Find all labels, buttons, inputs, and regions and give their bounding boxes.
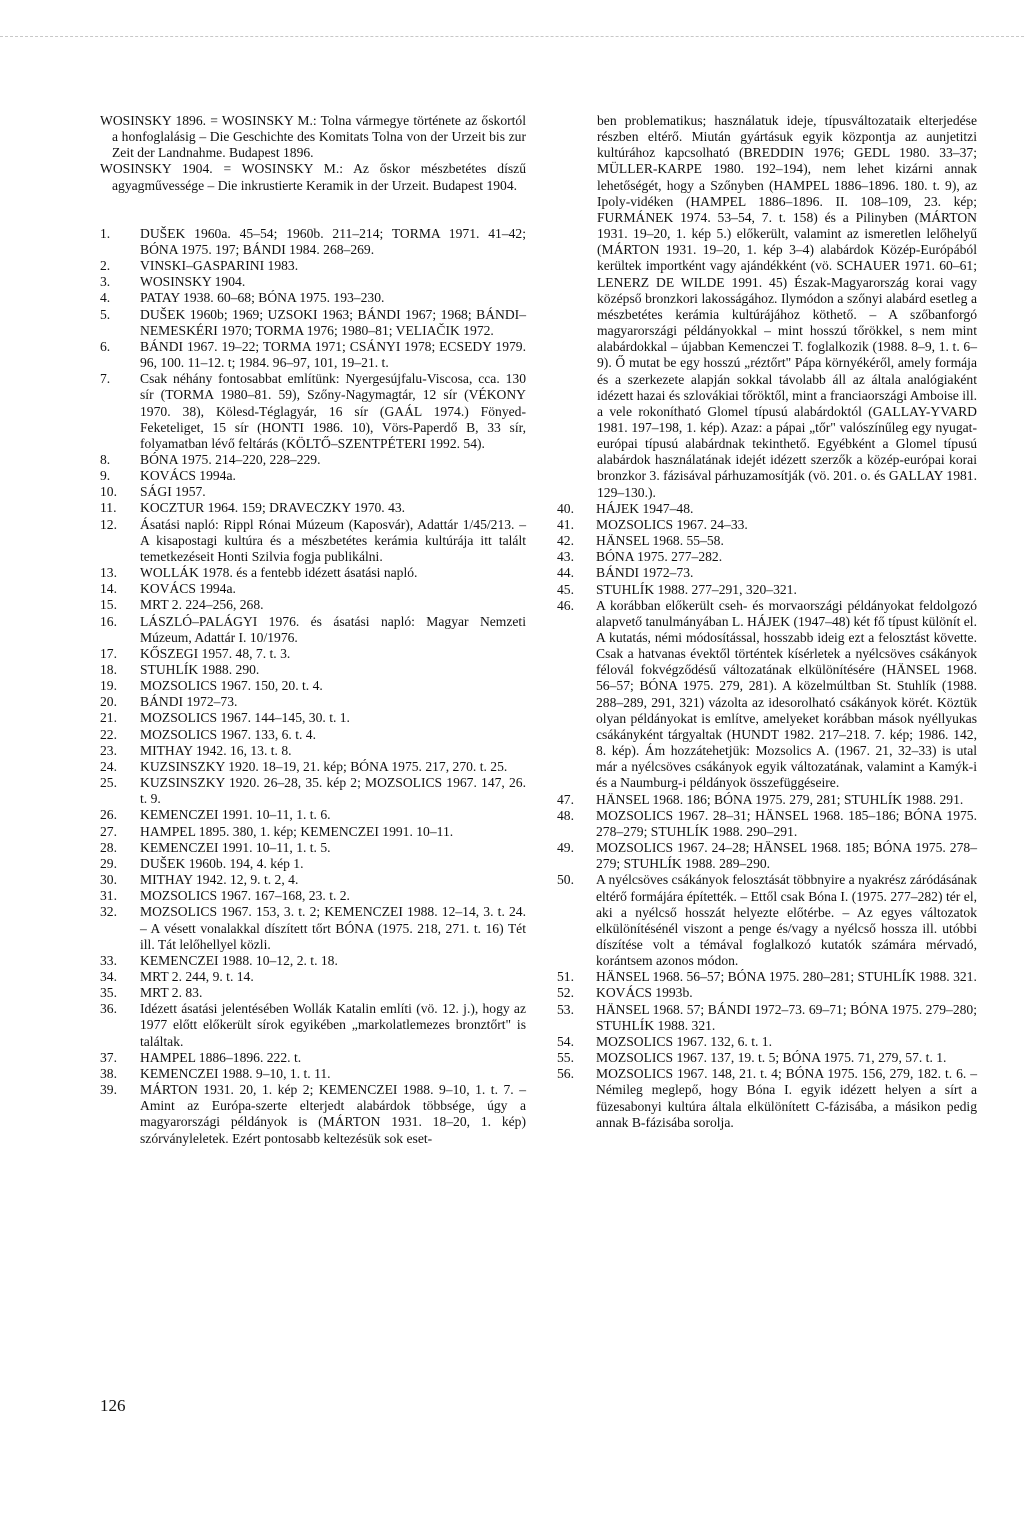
footnote-text: MOZSOLICS 1967. 28–31; HÄNSEL 1968. 185–186; BÓNA 1975. 278–279; STUHLÍK 1988. 290–291. xyxy=(596,807,977,839)
footnote-text: STUHLÍK 1988. 277–291, 320–321. xyxy=(596,581,797,597)
footnote xyxy=(100,743,526,759)
footnote-text: BÁNDI 1972–73. xyxy=(140,694,238,710)
footnote-number: 26. xyxy=(100,807,117,823)
footnote xyxy=(100,226,526,258)
footnote xyxy=(557,985,977,1001)
bibliography-entry: WOSINSKY 1904. = WOSINSKY M.: Az őskor mészbetétes díszű agyagművessége – Die inkrustierte Keramik in der Urzeit. Budapest 1904. xyxy=(100,161,526,193)
footnote xyxy=(100,371,526,452)
footnote-number: 24. xyxy=(100,758,117,774)
footnote-number: 12. xyxy=(100,516,117,532)
footnote-text: A nyélcsöves csákányok felosztását többnyire a nyakrész záródásának eltérő formájára építették. – Ettől csak Bóna I. (1975. 277–282) tér el, aki a nyélcső hosszát helyezte előtérbe. – Az egyes változatok elkülönítésénél viszont a penge és/vagy a nyélcső hossza ill. utóbbi díszítése volt a témával foglalkozó kutatók számára mérvadó, korántsem azonos módon. xyxy=(596,872,977,969)
footnote-text: MOZSOLICS 1967. 150, 20. t. 4. xyxy=(140,678,323,694)
footnote-number: 20. xyxy=(100,694,117,710)
footnote-number: 54. xyxy=(557,1033,574,1049)
footnote-text: MRT 2. 83. xyxy=(140,985,203,1001)
footnote-number: 47. xyxy=(557,791,574,807)
footnote-text: MOZSOLICS 1967. 132, 6. t. 1. xyxy=(596,1033,772,1049)
footnote-number: 17. xyxy=(100,645,117,661)
footnote-text: KEMENCZEI 1988. 10–12, 2. t. 18. xyxy=(140,952,338,968)
footnote xyxy=(557,565,977,581)
footnote xyxy=(100,468,526,484)
footnote xyxy=(100,1082,526,1147)
bibliography xyxy=(100,113,526,194)
footnote-number: 22. xyxy=(100,726,117,742)
footnote-number: 7. xyxy=(100,371,111,387)
footnote-text: MRT 2. 224–256, 268. xyxy=(140,597,264,613)
footnote xyxy=(557,501,977,517)
footnote-number: 46. xyxy=(557,597,574,613)
footnote xyxy=(100,824,526,840)
footnote-number: 9. xyxy=(100,468,111,484)
footnote xyxy=(100,888,526,904)
footnote-text: HÄNSEL 1968. 57; BÁNDI 1972–73. 69–71; BÓNA 1975. 279–280; STUHLÍK 1988. 321. xyxy=(596,1001,977,1033)
footnote-list-left xyxy=(100,226,526,1147)
footnote xyxy=(557,533,977,549)
footnote-number: 4. xyxy=(100,290,111,306)
page-number: 126 xyxy=(100,1396,126,1415)
footnote-number: 32. xyxy=(100,904,117,920)
footnote-number: 55. xyxy=(557,1050,574,1066)
footnote-text: WOSINSKY 1904. xyxy=(140,274,246,290)
footnote xyxy=(100,258,526,274)
footnote xyxy=(100,969,526,985)
footnote xyxy=(100,1050,526,1066)
footnote xyxy=(557,1066,977,1131)
footnote-number: 1. xyxy=(100,225,111,241)
footnote xyxy=(100,581,526,597)
footnote-text: KEMENCZEI 1991. 10–11, 1. t. 5. xyxy=(140,839,331,855)
footnote xyxy=(100,856,526,872)
footnote-number: 10. xyxy=(100,484,117,500)
footnote-number: 8. xyxy=(100,451,111,467)
footnote-text: KOVÁCS 1993b. xyxy=(596,985,693,1001)
footnote xyxy=(100,614,526,646)
footnote-text: MRT 2. 244, 9. t. 14. xyxy=(140,968,254,984)
footnote-number: 44. xyxy=(557,565,574,581)
footnote-text: KOVÁCS 1994a. xyxy=(140,468,236,484)
left-column xyxy=(100,113,526,1147)
footnote xyxy=(557,598,977,792)
footnote-number: 45. xyxy=(557,581,574,597)
footnote xyxy=(100,710,526,726)
footnote-number: 37. xyxy=(100,1049,117,1065)
footnote-number: 43. xyxy=(557,549,574,565)
footnote xyxy=(100,290,526,306)
footnote-number: 48. xyxy=(557,807,574,823)
footnote-list-right xyxy=(557,501,977,1131)
footnote xyxy=(100,662,526,678)
footnote-text: DUŠEK 1960b; 1969; UZSOKI 1963; BÁNDI 1967; 1968; BÁNDI–NEMESKÉRI 1970; TORMA 1976; 1980–81; VELIAČIK 1972. xyxy=(140,306,526,338)
footnote xyxy=(100,775,526,807)
footnote-text: PATAY 1938. 60–68; BÓNA 1975. 193–230. xyxy=(140,290,385,306)
footnote-text: BÁNDI 1972–73. xyxy=(596,565,694,581)
footnote xyxy=(100,694,526,710)
footnote-text: MÁRTON 1931. 20, 1. kép 2; KEMENCZEI 1988. 9–10, 1. t. 7. – Amint az Európa-szerte elterjedt alabárdok többsége, úgy a magyarországi példányok is (MÁRTON 1931. 18–20, 1. kép) szórványleletek. Ezért pontosabb keltezésük sok eset- xyxy=(140,1082,526,1146)
footnote-text: DUŠEK 1960b. 194, 4. kép 1. xyxy=(140,855,304,871)
bibliography-entry: WOSINSKY 1896. = WOSINSKY M.: Tolna vármegye története az őskortól a honfoglalásig – Die Geschichte des Komitats Tolna von der Urzeit bis zur Zeit der Landnahme. Budapest 1896. xyxy=(100,113,526,161)
footnote xyxy=(100,500,526,516)
footnote-text: MOZSOLICS 1967. 144–145, 30. t. 1. xyxy=(140,710,350,726)
footnote-number: 51. xyxy=(557,969,574,985)
footnote xyxy=(100,807,526,823)
footnote-number: 28. xyxy=(100,839,117,855)
footnote-text: KUZSINSZKY 1920. 18–19, 21. kép; BÓNA 1975. 217, 270. t. 25. xyxy=(140,758,508,774)
footnote xyxy=(557,582,977,598)
footnote xyxy=(557,1050,977,1066)
footnote-number: 18. xyxy=(100,662,117,677)
footnote-text: A korábban előkerült cseh- és morvaországi példányokat feldolgozó alapvető tanulmányában L. HÁJEK (1947–48) két fő típust különít el. A kutatás, némi módosítással, hosszabb ideig ezt a felosztást követte. Csak a hatvanas évektől történtek kísérletek a nyélcsöves csákányok félovál fokvégződésű változatának elkülönítésére (HÄNSEL 1968. 56–57; BÓNA 1975. 279, 281). A közelmúltban St. Stuhlík (1988. 288–289, 291, 321) vázolta az idesorolható csákányok körét. Köztük olyan példányokat is említve, amelyeket korábban mások nyéllyukas csákányként tárgyaltak (HUNDT 1982. 217–218. 7. kép; 1986. 142, 8. kép). Ám hozzátehetjük: Mozsolics A. (1967. 21, 32–33) is utal már a nyélcsöves csákányok egyik változatának, valamint a Kamýk-i és a Naumburg-i példányok összefüggéseire. xyxy=(596,597,977,791)
footnote-number: 41. xyxy=(557,516,574,532)
footnote-text: MOZSOLICS 1967. 24–33. xyxy=(596,516,748,532)
footnote xyxy=(100,727,526,743)
footnote-text: KEMENCZEI 1991. 10–11, 1. t. 6. xyxy=(140,807,331,823)
footnote-number: 53. xyxy=(557,1001,574,1017)
footnote-text: STUHLÍK 1988. 290. xyxy=(140,662,260,677)
footnote-number: 34. xyxy=(100,968,117,984)
footnote-text: BÁNDI 1967. 19–22; TORMA 1971; CSÁNYI 1978; ECSEDY 1979. 96, 100. 11–12. t; 1984. 96–97, 101, 19–21. t. xyxy=(140,338,526,371)
footnote xyxy=(100,904,526,952)
footnote xyxy=(557,1002,977,1034)
footnote-text: Ásatási napló: Rippl Rónai Múzeum (Kaposvár), Adattár 1/45/213. – A kisapostagi kultúra és a mészbetétes kerámia kultúrája itt talált temetkezéseit Honti Szilvia fogja publikálni. xyxy=(140,516,526,564)
footnote-text: HÄNSEL 1968. 55–58. xyxy=(596,533,724,549)
footnote-number: 19. xyxy=(100,678,117,694)
footnote xyxy=(100,646,526,662)
footnote xyxy=(557,792,977,808)
footnote-text: BÓNA 1975. 277–282. xyxy=(596,549,723,565)
footnote-number: 14. xyxy=(100,581,117,597)
footnote xyxy=(100,1001,526,1049)
footnote-number: 52. xyxy=(557,985,574,1001)
footnote-number: 11. xyxy=(100,500,117,516)
footnote xyxy=(100,484,526,500)
footnote-text: KOCZTUR 1964. 159; DRAVECZKY 1970. 43. xyxy=(140,500,406,516)
footnote-number: 13. xyxy=(100,565,117,581)
footnote-text: MITHAY 1942. 16, 13. t. 8. xyxy=(140,742,292,758)
footnote-number: 30. xyxy=(100,872,117,888)
footnote-number: 27. xyxy=(100,823,117,839)
footnote-number: 25. xyxy=(100,775,117,791)
footnote-text: LÁSZLÓ–PALÁGYI 1976. és ásatási napló: Magyar Nemzeti Múzeum, Adattár I. 10/1976. xyxy=(140,613,526,645)
footnote-text: MOZSOLICS 1967. 153, 3. t. 2; KEMENCZEI 1988. 12–14, 3. t. 24. – A vésett vonalakkal díszített tőrt BÓNA (1975. 218, 271. t. 16) Tét ill. Tát lelőhellyel közli. xyxy=(140,904,526,952)
footnote-number: 21. xyxy=(100,710,117,726)
footnote-text: MOZSOLICS 1967. 167–168, 23. t. 2. xyxy=(140,888,350,904)
footnote-39-continuation: ben problematikus; használatuk ideje, típusváltozataik elterjedése részben eltérő. Miután gyártásuk egyik központja az aunjetitzi kultúrához kapcsolható (BREDDIN 1976; GEDL 1980. 33–37; MÜLLER-KARPE 1980. 192–194), nem lehet kizárni annak lehetőségét, hogy a Szőnyben (HAMPEL 1886–1896. 180. t. 9), az Ipoly-vidéken (HAMPEL 1886–1896. II. 108–109, 23. kép; FURMÁNEK 1974. 53–54, 7. t. 158) és a Pilinyben (MÁRTON 1931. 19–20, 1. kép 5.) előkerült, valamint az ismeretlen lelőhelyű (MÁRTON 1931. 19–20, 1. kép 3–4) alabárdok Közép-Európából kerültek importként vagy ajándékként (vö. SCHAUER 1971. 60–61; LENERZ DE WILDE 1991. 45) Észak-Magyarország korai vagy középső bronzkori lakosságához. Ilymódon a szőnyi alabárd esetleg a mészbetétes kerámia kultúrájához köthető. – A szőbanforgó magyarországi példányokkal – mint hosszú tőrökkel, s nem mint alabárdokkal – újabban Kemenczei T. foglalkozik (1988. 8–9, 1. t. 6–9). Ő mutat be egy hosszú „réztőrt" Pápa környékéről, amely formája és a szerkezete alapján sokkal távolabb áll az általa analógiaként idézett hazai és szlovákiai tőröktől, mint a franciaországi Amboise ill. a vele rokonítható Glomel típusú alabárdoktól (GALLAY-YVARD 1981. 197–198, 1. kép). Azaz: a pápai „tőr" valószínűleg egy nyugat-európai típusú alabárdnak tekinthető. Egyébként a Glomel típusú alabárdok használatának idejét idézett szerzők a közép-európai korai bronzkor 3. fázisával párhuzamosítják (vö. 201. o. és GALLAY 1981. 129–130.). xyxy=(597,113,977,500)
footnote-number: 23. xyxy=(100,742,117,758)
footnote-text: KUZSINSZKY 1920. 26–28, 35. kép 2; MOZSOLICS 1967. 147, 26. t. 9. xyxy=(140,775,526,807)
footnote xyxy=(557,1034,977,1050)
footnote xyxy=(100,565,526,581)
footnote xyxy=(557,549,977,565)
footnote-number: 3. xyxy=(100,274,111,290)
footnote xyxy=(100,1066,526,1082)
footnote-number: 5. xyxy=(100,306,111,322)
footnote xyxy=(100,452,526,468)
footnote xyxy=(100,985,526,1001)
footnote-text: Csak néhány fontosabbat említünk: Nyergesújfalu-Viscosa, cca. 130 sír (TORMA 1980–81. 59), Szőny-Nagymagtár, 12 sír (VÉKONY 1970. 38), Kölesd-Téglagyár, 16 sír (GAÁL 1974.) Fönyed-Feketeliget, 15 sír (HONTI 1986. 10), Vörs-Paperdő B, 33 sír, folyamatban lévő feltárás (KÖLTŐ–SZENTPÉTERI 1992. 54). xyxy=(140,371,526,451)
footnote-text: KŐSZEGI 1957. 48, 7. t. 3. xyxy=(140,645,291,661)
footnote-text: MOZSOLICS 1967. 133, 6. t. 4. xyxy=(140,726,316,742)
footnote-text: HÁJEK 1947–48. xyxy=(596,500,694,516)
footnote-number: 36. xyxy=(100,1001,117,1017)
footnote xyxy=(100,339,526,371)
footnote xyxy=(100,274,526,290)
footnote-text: MITHAY 1942. 12, 9. t. 2, 4. xyxy=(140,872,299,888)
footnote xyxy=(100,872,526,888)
footnote xyxy=(100,759,526,775)
footnote xyxy=(100,678,526,694)
footnote xyxy=(100,953,526,969)
footnote-number: 42. xyxy=(557,533,574,549)
footnote-text: SÁGI 1957. xyxy=(140,484,206,500)
footnote-text: WOLLÁK 1978. és a fentebb idézett ásatási napló. xyxy=(140,565,418,581)
footnote-text: HÄNSEL 1968. 56–57; BÓNA 1975. 280–281; STUHLÍK 1988. 321. xyxy=(596,969,977,985)
footnote-number: 15. xyxy=(100,597,117,613)
footnote-text: MOZSOLICS 1967. 137, 19. t. 5; BÓNA 1975. 71, 279, 57. t. 1. xyxy=(596,1050,947,1066)
footnote xyxy=(100,840,526,856)
footnote-number: 2. xyxy=(100,258,111,274)
scan-artifact-line xyxy=(0,36,1024,37)
footnote-number: 16. xyxy=(100,613,117,629)
footnote-text: HAMPEL 1895. 380, 1. kép; KEMENCZEI 1991. 10–11. xyxy=(140,823,454,839)
footnote-text: VINSKI–GASPARINI 1983. xyxy=(140,258,299,274)
footnote-number: 49. xyxy=(557,840,574,856)
footnote-text: KEMENCZEI 1988. 9–10, 1. t. 11. xyxy=(140,1065,331,1081)
footnote-text: MOZSOLICS 1967. 24–28; HÄNSEL 1968. 185; BÓNA 1975. 278–279; STUHLÍK 1988. 289–290. xyxy=(596,840,977,872)
footnote xyxy=(100,517,526,565)
footnote xyxy=(557,517,977,533)
footnote-number: 33. xyxy=(100,952,117,968)
footnote-number: 56. xyxy=(557,1066,574,1082)
right-column xyxy=(557,113,977,1131)
footnote-number: 6. xyxy=(100,338,111,354)
footnote-text: HÄNSEL 1968. 186; BÓNA 1975. 279, 281; STUHLÍK 1988. 291. xyxy=(596,791,964,807)
footnote xyxy=(100,307,526,339)
footnote-number: 35. xyxy=(100,985,117,1001)
footnote xyxy=(557,969,977,985)
footnote-text: MOZSOLICS 1967. 148, 21. t. 4; BÓNA 1975. 156, 279, 182. t. 6. – Némileg meglepő, hogy Bóna I. egyik idézett helyen a sírt a füzesabonyi kultúra általa elkülönített C-fázisába, a másikon pedig annak B-fázisába sorolja. xyxy=(596,1066,977,1130)
footnote-number: 39. xyxy=(100,1082,117,1098)
footnote-number: 31. xyxy=(100,888,117,904)
footnote xyxy=(557,840,977,872)
footnote-number: 29. xyxy=(100,855,117,871)
footnote-text: DUŠEK 1960a. 45–54; 1960b. 211–214; TORMA 1971. 41–42; BÓNA 1975. 197; BÁNDI 1984. 268–269. xyxy=(140,225,526,257)
footnote-number: 38. xyxy=(100,1065,117,1081)
footnote xyxy=(557,808,977,840)
footnote xyxy=(557,872,977,969)
footnote-number: 50. xyxy=(557,872,574,888)
footnote-text: Idézett ásatási jelentésében Wollák Katalin említi (vö. 12. j.), hogy az 1977 előtt előkerült sírok egyikében „markolatlemezes bronztőrt" is találtak. xyxy=(140,1001,526,1049)
footnote-text: BÓNA 1975. 214–220, 228–229. xyxy=(140,451,321,467)
footnote-text: KOVÁCS 1994a. xyxy=(140,581,236,597)
footnote-text: HAMPEL 1886–1896. 222. t. xyxy=(140,1049,302,1065)
footnote-number: 40. xyxy=(557,500,574,516)
footnote xyxy=(100,597,526,613)
